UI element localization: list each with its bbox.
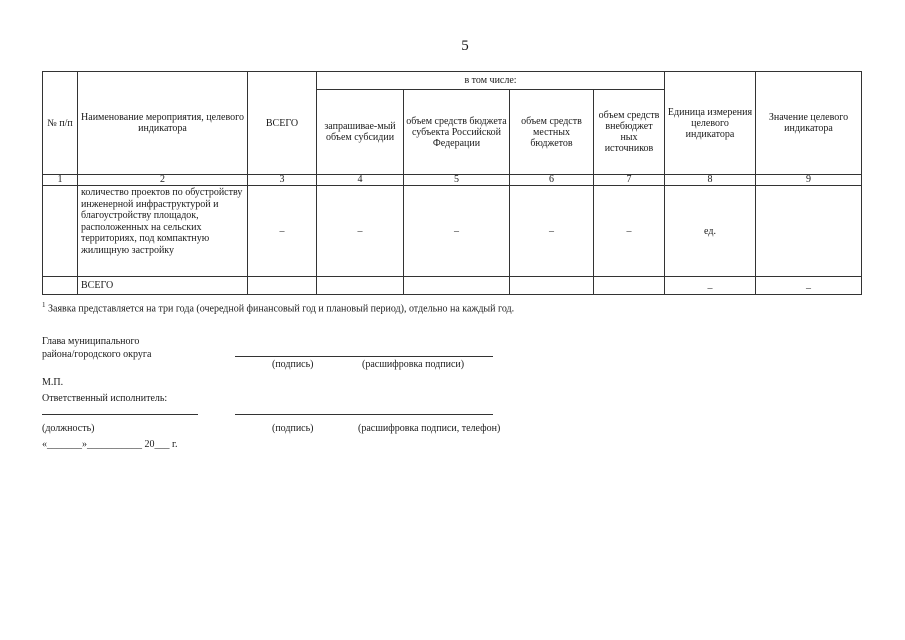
position-line [42, 414, 198, 415]
header-federal: объем средств бюджета субъекта Российской Федерации [404, 90, 510, 175]
header-requested: запрашивае-мый объем субсидии [317, 90, 404, 175]
footnote-text: Заявка представляется на три года (очередной финансовый год и плановый период), отдельно на каждый год. [48, 303, 515, 315]
col-number: 3 [248, 175, 317, 186]
header-target: Значение целевого индикатора [756, 72, 862, 175]
header-num: № п/п [43, 72, 78, 175]
col-number: 5 [404, 175, 510, 186]
signature-caption: (подпись) [272, 423, 314, 434]
row-target [756, 186, 862, 277]
col-number: 2 [78, 175, 248, 186]
date-line: «_______»___________ 20___ г. [42, 439, 178, 450]
row-unit: ед. [665, 186, 756, 277]
row-num [43, 186, 78, 277]
head-signature-line [235, 356, 493, 357]
header-extra: объем средств внебюджет ных источников [594, 90, 665, 175]
row-federal: – [404, 186, 510, 277]
page-number: 5 [461, 38, 469, 54]
row-name: количество проектов по обустройству инженерной инфраструктурой и благоустройству площадок, расположенных на сельских территориях, под компактную жилищную застройку [78, 186, 248, 277]
application-table [42, 71, 862, 295]
header-name: Наименование мероприятия, целевого индикатора [78, 72, 248, 175]
column-numbers-row [43, 175, 862, 186]
row-requested: – [317, 186, 404, 277]
header-total: ВСЕГО [248, 72, 317, 175]
executor-label: Ответственный исполнитель: [42, 393, 168, 404]
total-label: ВСЕГО [78, 277, 248, 295]
header-local: объем средств местных бюджетов [510, 90, 594, 175]
total-row [43, 277, 862, 295]
col-number: 8 [665, 175, 756, 186]
header-unit: Единица измерения целевого индикатора [665, 72, 756, 175]
header-including: в том числе: [317, 72, 665, 90]
row-local: – [510, 186, 594, 277]
row-extra: – [594, 186, 665, 277]
total-unit: – [665, 277, 756, 295]
footnote-mark: 1 [42, 301, 46, 309]
col-number: 4 [317, 175, 404, 186]
position-caption: (должность) [42, 423, 95, 434]
footnote [42, 301, 514, 314]
col-number: 7 [594, 175, 665, 186]
head-title-line1: Глава муниципального [42, 336, 140, 347]
executor-signature-line [235, 414, 493, 415]
signature-caption: (подпись) [272, 359, 314, 370]
stamp-label: М.П. [42, 377, 64, 388]
table-row [43, 186, 862, 277]
row-total: – [248, 186, 317, 277]
decoding-phone-caption: (расшифровка подписи, телефон) [358, 423, 501, 434]
head-title-line2: района/городского округа [42, 349, 152, 360]
col-number: 6 [510, 175, 594, 186]
decoding-caption: (расшифровка подписи) [362, 359, 465, 370]
col-number: 9 [756, 175, 862, 186]
col-number: 1 [43, 175, 78, 186]
total-target: – [756, 277, 862, 295]
